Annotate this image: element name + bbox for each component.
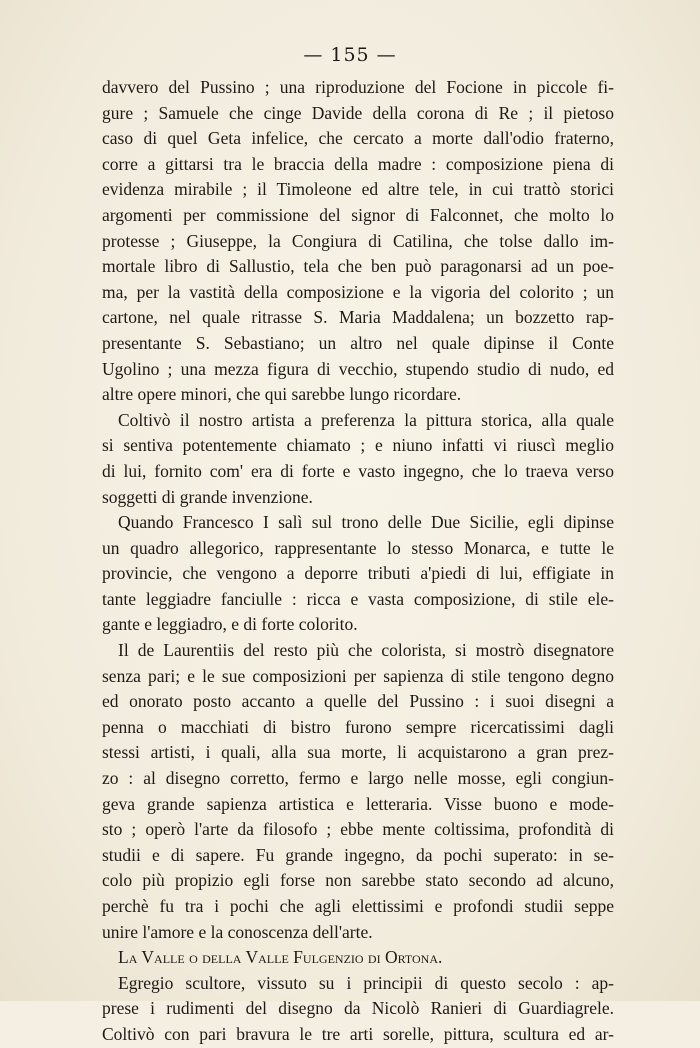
- text-line: Egregio scultore, vissuto su i principii di questo secolo : ap-: [118, 972, 614, 993]
- section-heading: La Valle o della Valle Fulgenzio di Ortona.: [118, 947, 443, 968]
- body-text: [102, 75, 614, 1048]
- text-line: Coltivò con pari bravura le tre arti sorelle, pittura, scultura ed ar-: [102, 1023, 614, 1044]
- text-line: davvero del Pussino ; una riproduzione del Focione in piccole fi-: [102, 77, 614, 97]
- text-line: zo : al disegno corretto, fermo e largo nelle mosse, egli congiun-: [102, 768, 614, 789]
- text-line: soggetti di grande invenzione.: [102, 486, 313, 507]
- text-line: gante e leggiadro, e di forte colorito.: [102, 614, 358, 635]
- text-line: altre opere minori, che qui sarebbe lungo ricordare.: [102, 384, 462, 405]
- text-line: corre a gittarsi tra le braccia della madre : composizione piena di: [102, 153, 614, 174]
- text-line: unire l'amore e la conoscenza dell'arte.: [102, 921, 373, 942]
- text-line: senza pari; e le sue composizioni per sapienza di stile tengono degno: [102, 665, 614, 686]
- text-line: cartone, nel quale ritrasse S. Maria Maddalena; un bozzetto rap-: [102, 307, 614, 328]
- text-line: studii e di sapere. Fu grande ingegno, da pochi superato: in se-: [102, 844, 614, 865]
- text-line: geva grande sapienza artistica e letteraria. Visse buono e mode-: [102, 793, 614, 814]
- text-line: stessi artisti, i quali, alla sua morte, li acquistarono a gran prez-: [102, 742, 614, 763]
- text-line: caso di quel Geta infelice, che cercato a morte dall'odio fraterno,: [102, 128, 614, 149]
- text-line: ed onorato posto accanto a quelle del Pussino : i suoi disegni a: [102, 691, 614, 712]
- text-line: Coltivò il nostro artista a preferenza la pittura storica, alla quale: [118, 409, 614, 430]
- text-line: penna o macchiati di bistro furono sempre ricercatissimi dagli: [102, 716, 614, 737]
- text-line: prese i rudimenti del disegno da Nicolò Ranieri di Guardiagrele.: [102, 998, 614, 1019]
- text-line: Quando Francesco I salì sul trono delle Due Sicilie, egli dipinse: [118, 512, 614, 533]
- text-line: Il de Laurentiis del resto più che colorista, si mostrò disegnatore: [118, 640, 614, 661]
- text-line: presentante S. Sebastiano; un altro nel quale dipinse il Conte: [102, 332, 614, 353]
- text-line: argomenti per commissione del signor di Falconnet, che molto lo: [102, 204, 614, 225]
- text-line: colo più propizio egli forse non sarebbe stato secondo ad alcuno,: [102, 870, 614, 891]
- text-line: mortale libro di Sallustio, tela che ben può paragonarsi ad un poe-: [102, 256, 614, 277]
- text-line: evidenza mirabile ; il Timoleone ed altre tele, in cui trattò storici: [102, 179, 614, 200]
- text-line: sto ; operò l'arte da filosofo ; ebbe mente coltissima, profondità di: [102, 819, 614, 840]
- text-line: provincie, che vengono a deporre tributi a'piedi di lui, effigiate in: [102, 563, 614, 584]
- text-line: tante leggiadre fanciulle : ricca e vasta composizione, di stile ele-: [102, 588, 614, 609]
- text-line: perchè fu tra i pochi che agli elettissimi e profondi studii seppe: [102, 896, 614, 916]
- text-line: protesse ; Giuseppe, la Congiura di Catilina, che tolse dallo im-: [102, 230, 614, 251]
- text-line: si sentiva potentemente chiamato ; e niuno infatti vi riuscì meglio: [102, 435, 614, 456]
- text-line: un quadro allegorico, rappresentante lo stesso Monarca, e tutte le: [102, 537, 614, 558]
- text-line: di lui, fornito com' era di forte e vasto ingegno, che lo traeva verso: [102, 460, 614, 481]
- text-line: Ugolino ; una mezza figura di vecchio, stupendo studio di nudo, ed: [102, 358, 614, 379]
- text-line: gure ; Samuele che cinge Davide della corona di Re ; il pietoso: [102, 102, 614, 123]
- text-line: ma, per la vastità della composizione e la vigoria del colorito ; un: [102, 281, 614, 302]
- page-number: — 155 —: [303, 44, 397, 66]
